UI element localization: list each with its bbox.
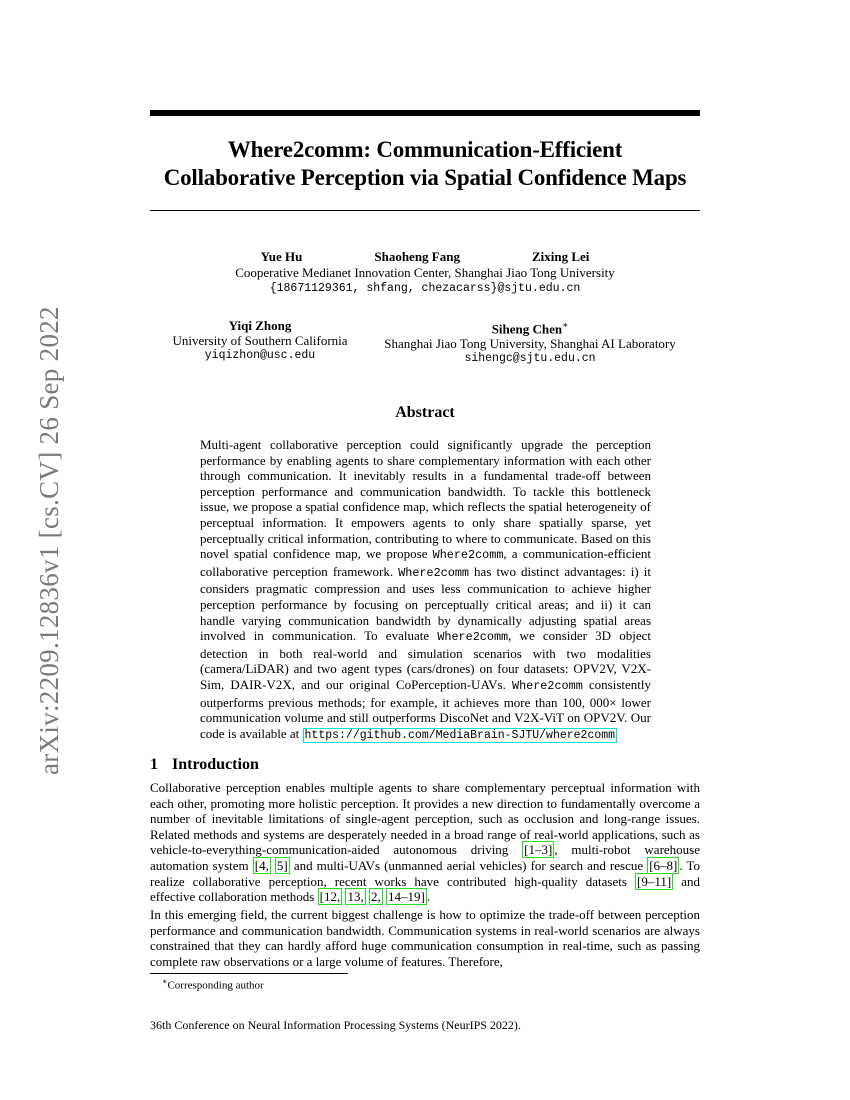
title-line-2: Collaborative Perception via Spatial Confidence Maps (163, 165, 687, 190)
paragraph-text: . (426, 889, 431, 905)
footnote-rule (150, 973, 348, 974)
method-name: Where2comm (437, 630, 509, 645)
section-title: Introduction (172, 756, 259, 773)
footnote (162, 977, 264, 992)
author-name: Yiqi Zhong (228, 318, 292, 333)
citation-link[interactable]: [9–11] (636, 873, 672, 889)
title-bottom-rule (150, 210, 700, 211)
paragraph-text: Collaborative perception enables multiple agents to share complementary perceptual information with each other, promoting more holistic perception. It provides a new direction to fundamentally overcome a number of inevitable limitations of single-agent perception, such as occlusion and long-range issues. Related methods and systems are desperately needed in a broad range of real-world applications, such as vehicle-to-everything-communication-aided autonomous driving (150, 780, 700, 858)
method-name: Where2comm (398, 565, 469, 580)
author-block-chen (370, 318, 690, 366)
author-names-row (150, 249, 700, 264)
author-name: Yue Hu (260, 249, 303, 264)
author-name: Siheng Chen (491, 321, 563, 337)
citation-link[interactable]: [12, (319, 889, 341, 905)
footnote-mark: ∗ (162, 977, 168, 986)
paragraph-text: . To realize collaborative perception, recent works have contributed high-quality datasets (150, 857, 700, 889)
footnote-text: Corresponding author (167, 979, 264, 992)
section-number: 1 (150, 756, 158, 773)
citation-link[interactable]: [4, (254, 857, 269, 873)
intro-paragraph-2: In this emerging field, the current biggest challenge is how to optimize the trade-off between perception performance and communication bandwidth. Communication systems in real-world scenarios are always constrained that they can hardly afford huge communication consumption in real-time, such as passing complete raw observations or a large volume of features. Therefore, (150, 907, 700, 969)
author-affiliation: University of Southern California (172, 333, 348, 348)
corresponding-mark: ∗ (562, 320, 569, 330)
paper-title (150, 136, 700, 192)
author-affiliation: Cooperative Medianet Innovation Center, Shanghai Jiao Tong University (235, 265, 615, 280)
conference-footer: 36th Conference on Neural Information Processing Systems (NeurIPS 2022). (150, 1018, 521, 1032)
method-name: Where2comm (432, 548, 504, 563)
citation-link[interactable]: 14–19] (387, 889, 425, 905)
author-name-row (370, 318, 690, 336)
abstract-text: , we consider 3D object detection in both real-world and simulation scenarios with two modalities (camera/LiDAR) and two agent types (cars/drones) on four datasets: OPV2V, V2X-Sim, DAIR-V2X, and our original CoPerception-UAVs. (200, 628, 651, 692)
paragraph-text: and effective collaboration methods (150, 873, 700, 905)
citation-link[interactable]: [1–3] (524, 842, 553, 858)
abstract-heading: Abstract (395, 404, 455, 421)
paragraph-text: and multi-UAVs (unmanned aerial vehicles) for search and rescue (289, 857, 648, 873)
citation-link[interactable]: 2, (370, 889, 381, 905)
paragraph-text: , multi-robot warehouse automation system (150, 842, 700, 873)
code-link[interactable]: https://github.com/MediaBrain-SJTU/where2comm (304, 728, 616, 742)
method-name: Where2comm (511, 678, 583, 693)
author-email: sihengc@sjtu.edu.cn (464, 352, 596, 366)
abstract-text: consistently outperforms previous methods; for example, it achieves more than 100, 000× lower communication volume and still outperforms DiscoNet and V2X-ViT on OPV2V. Our code is available at (200, 676, 652, 741)
title-top-rule (150, 110, 700, 116)
abstract-text: , a communication-efficient collaborative perception framework. (200, 546, 651, 579)
intro-paragraph-1 (150, 780, 700, 905)
arxiv-stamp: arXiv:2209.12836v1 [cs.CV] 26 Sep 2022 (34, 306, 64, 775)
citation-link[interactable]: 5] (276, 857, 288, 873)
author-affiliation: Shanghai Jiao Tong University, Shanghai AI Laboratory (384, 336, 676, 352)
abstract-text: has two distinct advantages: i) it considers pragmatic compression and uses less communication to achieve higher perception performance by focusing on perceptually critical areas; and ii) it can handle varying communication bandwidth by dynamically adjusting spatial areas involved in communication. To evaluate (200, 563, 651, 644)
title-line-1: Where2comm: Communication-Efficient (227, 137, 623, 162)
author-email: yiqizhon@usc.edu (204, 349, 316, 362)
abstract-text: Multi-agent collaborative perception could significantly upgrade the perception performance by enabling agents to share complementary information with each other through communication. It inevitably results in a fundamental trade-off between perception performance and communication bandwidth. To tackle this bottleneck issue, we propose a spatial confidence map, which reflects the spatial heterogeneity of perceptual information. It empowers agents to only share spatially sparse, yet perceptually critical information, contributing to where to communicate. Based on this novel spatial confidence map, we propose (200, 437, 651, 562)
author-block-zhong (160, 318, 360, 363)
citation-link[interactable]: [6–8] (649, 857, 678, 873)
author-email: {18671129361, shfang, chezacarss}@sjtu.edu.cn (269, 282, 581, 295)
citation-link[interactable]: 13, (347, 889, 364, 905)
abstract-body (200, 437, 651, 743)
author-name: Shaoheng Fang (374, 249, 460, 264)
section-heading (150, 756, 259, 774)
author-name: Zixing Lei (531, 249, 590, 264)
